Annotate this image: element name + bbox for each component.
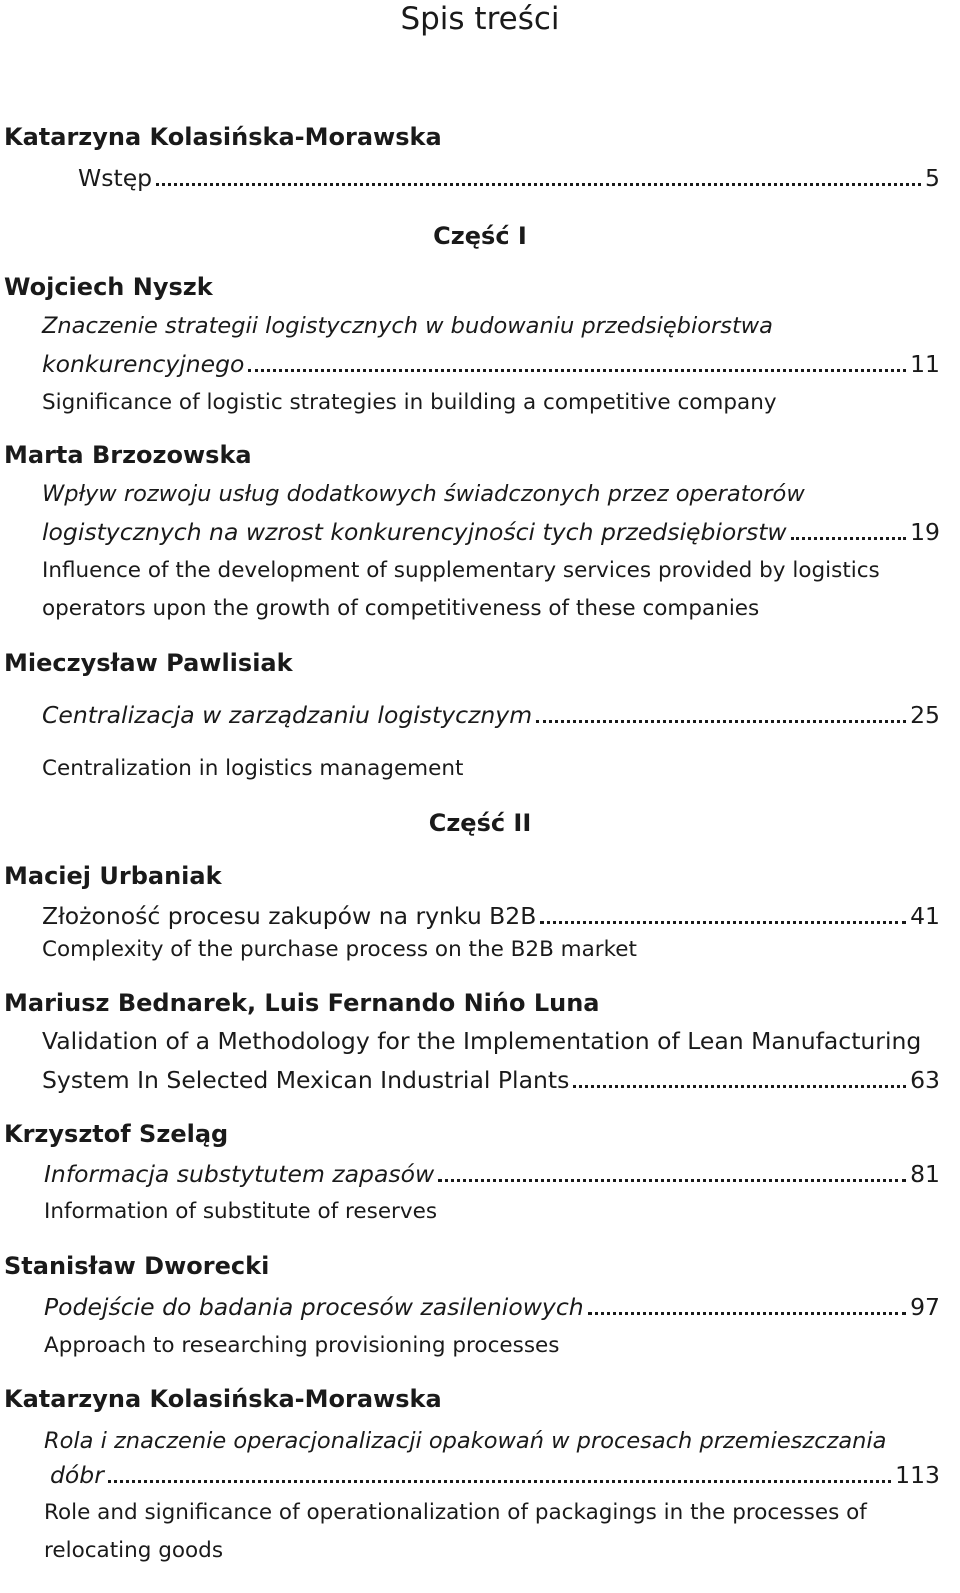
- author-name: Krzysztof Szeląg: [4, 1120, 229, 1148]
- entry-title: Wstęp: [78, 164, 153, 192]
- author-name: Katarzyna Kolasińska-Morawska: [4, 123, 442, 151]
- entry-english-title: Information of substitute of reserves: [44, 1199, 438, 1224]
- page-title: Spis treści: [400, 1, 560, 37]
- page-number: 11: [910, 350, 940, 378]
- dot-leader: [248, 369, 906, 372]
- dot-leader: [540, 921, 906, 924]
- dot-leader: [156, 183, 921, 186]
- toc-entry[interactable]: [42, 700, 940, 730]
- entry-english-title: Influence of the development of supplementary services provided by logistics: [42, 558, 880, 583]
- entry-title-line: System In Selected Mexican Industrial Plants: [42, 1066, 570, 1094]
- page-number: 19: [910, 518, 940, 546]
- page-number: 97: [910, 1293, 940, 1321]
- entry-english-title: Significance of logistic strategies in building a competitive company: [42, 390, 777, 415]
- author-name: Katarzyna Kolasińska-Morawska: [4, 1385, 442, 1413]
- toc-entry[interactable]: [44, 1292, 940, 1322]
- page-number: 63: [910, 1066, 940, 1094]
- page-number: 81: [910, 1160, 940, 1188]
- entry-title-line: Podejście do badania procesów zasileniowych: [44, 1293, 584, 1321]
- entry-title-line: Wpływ rozwoju usług dodatkowych świadczonych przez operatorów: [42, 481, 805, 507]
- toc-entry[interactable]: [42, 349, 940, 379]
- entry-english-title: Centralization in logistics management: [42, 756, 464, 781]
- author-name: Marta Brzozowska: [4, 441, 252, 469]
- entry-english-title: Role and significance of operationalization of packagings in the processes of: [44, 1500, 867, 1525]
- page-number: 41: [910, 902, 940, 930]
- part-heading: Część I: [433, 222, 527, 250]
- author-name: Maciej Urbaniak: [4, 862, 222, 890]
- entry-title-line: Rola i znaczenie operacjonalizacji opakowań w procesach przemieszczania: [44, 1428, 887, 1454]
- entry-english-title: relocating goods: [44, 1538, 224, 1563]
- entry-title-line: Znaczenie strategii logistycznych w budowaniu przedsiębiorstwa: [42, 313, 773, 339]
- page-number: 5: [925, 164, 940, 192]
- dot-leader: [108, 1480, 891, 1483]
- entry-english-title: operators upon the growth of competitiveness of these companies: [42, 596, 760, 621]
- entry-title-line: Centralizacja w zarządzaniu logistycznym: [42, 701, 533, 729]
- entry-english-title: Complexity of the purchase process on the B2B market: [42, 937, 637, 962]
- entry-title-line: dóbr: [50, 1461, 104, 1489]
- toc-entry[interactable]: [50, 1460, 940, 1490]
- entry-title-line: logistycznych na wzrost konkurencyjności tych przedsiębiorstw: [42, 518, 787, 546]
- toc-entry[interactable]: [44, 1159, 940, 1189]
- entry-title-line: Złożoność procesu zakupów na rynku B2B: [42, 902, 537, 930]
- entry-title-line: Validation of a Methodology for the Implementation of Lean Manufacturing: [42, 1027, 922, 1055]
- author-name: Mieczysław Pawlisiak: [4, 649, 293, 677]
- entry-title-line: Informacja substytutem zapasów: [44, 1160, 435, 1188]
- author-name: Stanisław Dworecki: [4, 1252, 270, 1280]
- toc-entry[interactable]: [78, 163, 940, 193]
- toc-entry[interactable]: [42, 901, 940, 931]
- author-name: Wojciech Nyszk: [4, 273, 213, 301]
- page-number: 113: [895, 1461, 940, 1489]
- entry-english-title: Approach to researching provisioning processes: [44, 1333, 560, 1358]
- dot-leader: [791, 537, 906, 540]
- part-heading: Część II: [428, 809, 532, 837]
- dot-leader: [588, 1312, 906, 1315]
- toc-entry[interactable]: [42, 1065, 940, 1095]
- dot-leader: [438, 1179, 906, 1182]
- dot-leader: [536, 720, 906, 723]
- author-name: Mariusz Bednarek, Luis Fernando Nińo Luna: [4, 989, 600, 1017]
- entry-title-line: konkurencyjnego: [42, 350, 245, 378]
- toc-entry[interactable]: [42, 517, 940, 547]
- dot-leader: [573, 1085, 906, 1088]
- page-number: 25: [910, 701, 940, 729]
